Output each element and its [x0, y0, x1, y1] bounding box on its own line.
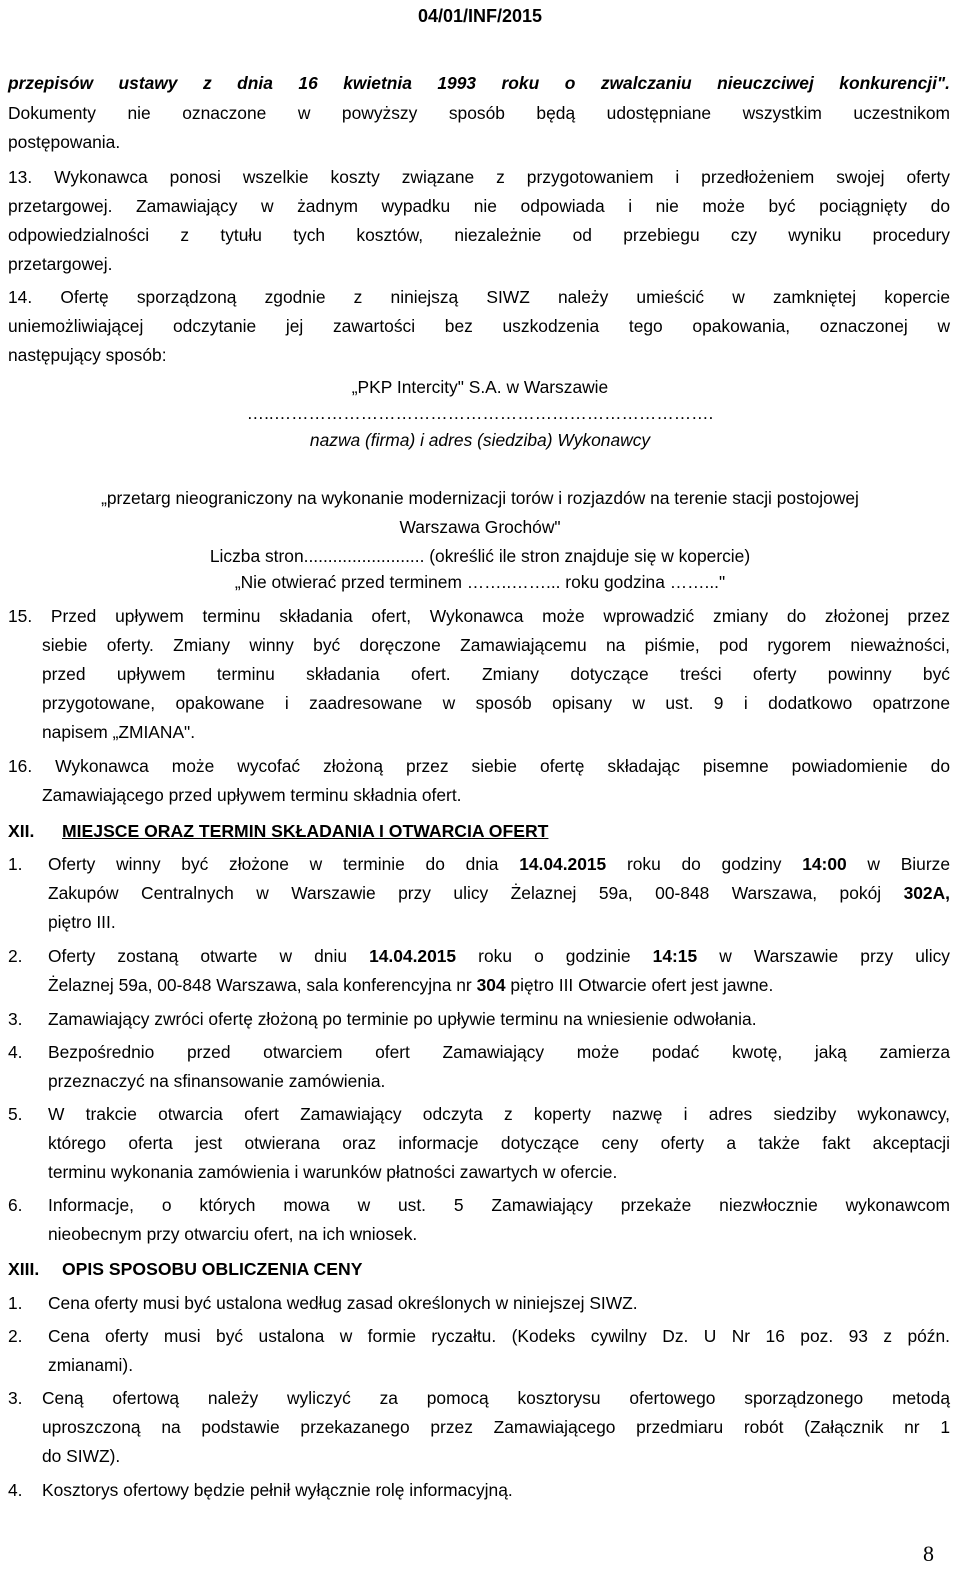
paragraph-15-line-2: siebie oferty. Zmiany winny być doręczone Zamawiającemu na piśmie, pod rygorem nieważności, — [42, 635, 950, 655]
envelope-tender-title-line-2: Warszawa Grochów" — [399, 517, 561, 537]
s12-item-2-line-2: Żelaznej 59a, 00-848 Warszawa, sala konferencyjna nr 304 piętro III Otwarcie ofert jest jawne. — [48, 975, 774, 995]
s13-item-1-line-1: Cena oferty musi być ustalona według zasad określonych w niniejszej SIWZ. — [48, 1293, 638, 1313]
envelope-do-not-open: „Nie otwierać przed terminem ……..……... roku godzina ……..." — [234, 572, 726, 592]
paragraph-16-line-1: 16. Wykonawca może wycofać złożoną przez siebie ofertę składając pisemne powiadomienie do — [8, 756, 950, 776]
s12-item-1-line-2: Zakupów Centralnych w Warszawie przy ulicy Żelaznej 59a, 00-848 Warszawa, pokój 302A, — [48, 883, 950, 903]
s13-item-2-line-1: Cena oferty musi być ustalona w formie ryczałtu. (Kodeks cywilny Dz. U Nr 16 poz. 93 z późn. — [48, 1326, 950, 1346]
section-xii-number: XII. — [8, 821, 35, 841]
paragraph-14-line-3: następujący sposób: — [8, 345, 167, 365]
envelope-page-count: Liczba stron......................... (określić ile stron znajduje się w kopercie) — [209, 546, 751, 566]
s12-item-5-line-3: terminu wykonania zamówienia i warunków płatności zawartych w ofercie. — [48, 1162, 618, 1182]
s12-item-6-number: 6. — [8, 1195, 23, 1215]
paragraph-13-line-2: przetargowej. Zamawiający w żadnym wypadku nie odpowiada i nie może być pociągnięty do — [8, 196, 950, 216]
paragraph-15-line-5: napisem „ZMIANA". — [42, 722, 196, 742]
s12-item-4-number: 4. — [8, 1042, 23, 1062]
document-reference-header: 04/01/INF/2015 — [417, 6, 543, 26]
s12-item-5-number: 5. — [8, 1104, 23, 1124]
s12-item-1-line-1: Oferty winny być złożone w terminie do dnia 14.04.2015 roku do godziny 14:00 w Biurze — [48, 854, 950, 874]
section-xiii-title: OPIS SPOSOBU OBLICZENIA CENY — [62, 1259, 363, 1279]
paragraph-12-line-1: przepisów ustawy z dnia 16 kwietnia 1993 roku o zwalczaniu nieuczciwej konkurencji". — [8, 73, 950, 93]
s12-item-5-line-2: którego oferta jest otwierana oraz informacje dotyczące ceny oferty a także fakt akceptacji — [48, 1133, 950, 1153]
s13-item-4-number: 4. — [8, 1480, 23, 1500]
s12-item-3-line-1: Zamawiający zwróci ofertę złożoną po terminie po upływie terminu na wniesienie odwołania. — [48, 1009, 757, 1029]
section-xiii-number: XIII. — [8, 1259, 40, 1279]
s12-item-4-line-2: przeznaczyć na sfinansowanie zamówienia. — [48, 1071, 386, 1091]
s12-item-5-line-1: W trakcie otwarcia ofert Zamawiający odczyta z koperty nazwę i adres siedziby wykonawcy, — [48, 1104, 950, 1124]
s13-item-3-line-1: Ceną ofertową należy wyliczyć za pomocą kosztorysu ofertowego sporządzonego metodą — [42, 1388, 950, 1408]
envelope-addressee: „PKP Intercity" S.A. w Warszawie — [351, 377, 609, 397]
s12-item-6-line-2: nieobecnym przy otwarciu ofert, na ich wniosek. — [48, 1224, 418, 1244]
s13-item-3-line-2: uproszczoną na podstawie przekazanego przez Zamawiającego przedmiaru robót (Załącznik nr 1 — [42, 1417, 950, 1437]
section-xii-title: MIEJSCE ORAZ TERMIN SKŁADANIA I OTWARCIA OFERT — [62, 821, 549, 841]
s12-item-2-number: 2. — [8, 946, 23, 966]
s13-item-2-line-2: zmianami). — [48, 1355, 134, 1375]
envelope-tender-title-line-1: „przetarg nieograniczony na wykonanie modernizacji torów i rozjazdów na terenie stacji postojowej — [101, 488, 859, 508]
s13-item-3-number: 3. — [8, 1388, 23, 1408]
s13-item-2-number: 2. — [8, 1326, 23, 1346]
paragraph-15-line-1: 15. Przed upływem terminu składania ofert, Wykonawca może wprowadzić zmiany do złożonej przez — [8, 606, 950, 626]
paragraph-14-line-2: uniemożliwiającej odczytanie jej zawartości bez uszkodzenia tego opakowania, oznaczonej w — [8, 316, 950, 336]
paragraph-15-line-3: przed upływem terminu składania ofert. Zmiany dotyczące treści oferty powinny być — [42, 664, 950, 684]
s12-item-1-number: 1. — [8, 854, 23, 874]
s12-item-3-number: 3. — [8, 1009, 23, 1029]
paragraph-12-line-2: Dokumenty nie oznaczone w powyższy sposób będą udostępniane wszystkim uczestnikom — [8, 103, 950, 123]
s13-item-4-line-1: Kosztorys ofertowy będzie pełnił wyłącznie rolę informacyjną. — [42, 1480, 513, 1500]
paragraph-12-line-3: postępowania. — [8, 132, 121, 152]
paragraph-13-line-3: odpowiedzialności z tytułu tych kosztów, niezależnie od przebiegu czy wyniku procedury — [8, 225, 950, 245]
paragraph-13-line-4: przetargowej. — [8, 254, 113, 274]
paragraph-14-line-1: 14. Ofertę sporządzoną zgodnie z niniejszą SIWZ należy umieścić w zamkniętej kopercie — [8, 287, 950, 307]
s12-item-6-line-1: Informacje, o których mowa w ust. 5 Zamawiający przekaże niezwłocznie wykonawcom — [48, 1195, 950, 1215]
s13-item-3-line-3: do SIWZ). — [42, 1446, 121, 1466]
page-number: 8 — [923, 1541, 934, 1566]
paragraph-13-line-1: 13. Wykonawca ponosi wszelkie koszty związane z przygotowaniem i przedłożeniem swojej oferty — [8, 167, 950, 187]
paragraph-15-line-4: przygotowane, opakowane i zaadresowane w sposób opisany w ust. 9 i dodatkowo opatrzone — [42, 693, 950, 713]
s12-item-2-line-1: Oferty zostaną otwarte w dniu 14.04.2015 roku o godzinie 14:15 w Warszawie przy ulicy — [48, 946, 950, 966]
envelope-contractor-placeholder: …..…………………………………………………………………. — [246, 403, 714, 423]
s12-item-1-line-3: piętro III. — [48, 912, 116, 932]
paragraph-16-line-2: Zamawiającego przed upływem terminu składnia ofert. — [42, 785, 462, 805]
s13-item-1-number: 1. — [8, 1293, 23, 1313]
s12-item-4-line-1: Bezpośrednio przed otwarciem ofert Zamawiający może podać kwotę, jaką zamierza — [48, 1042, 950, 1062]
envelope-contractor-caption: nazwa (firma) i adres (siedziba) Wykonawcy — [309, 430, 651, 450]
